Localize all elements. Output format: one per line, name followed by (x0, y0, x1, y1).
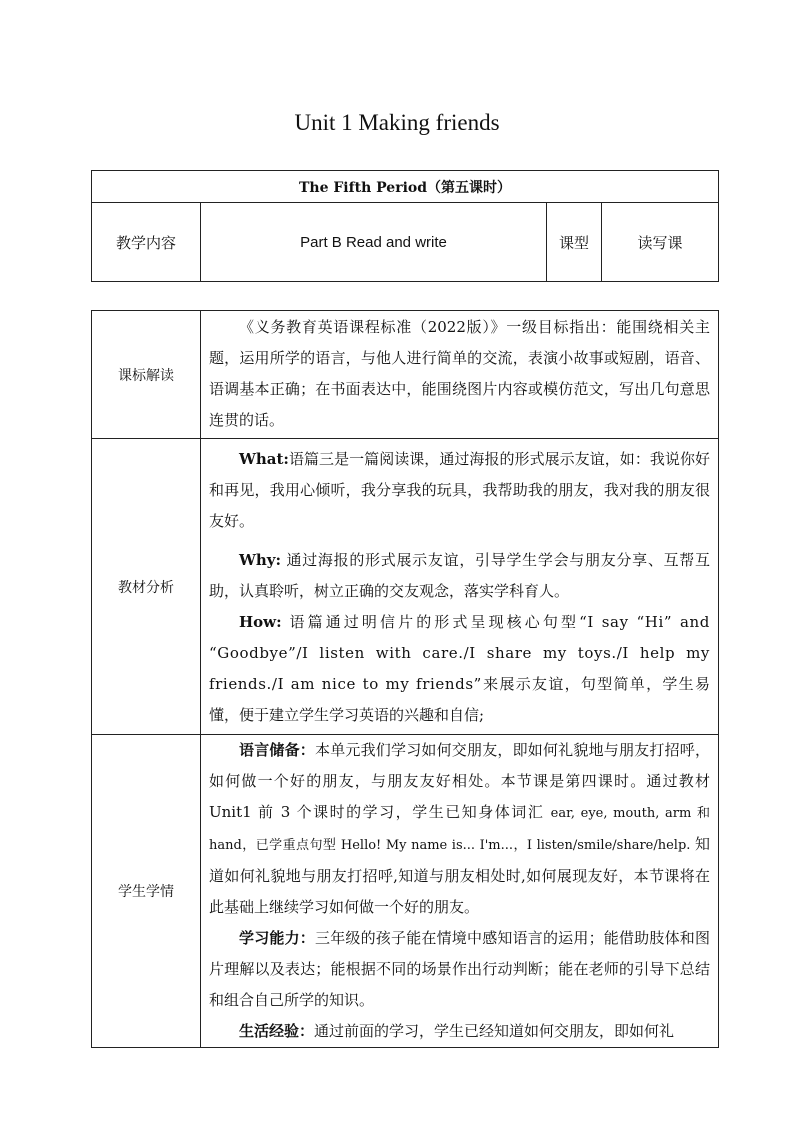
life-text: 通过前面的学习，学生已经知道如何交朋友，即如何礼 (314, 1022, 675, 1040)
analysis-label: 教材分析 (92, 439, 201, 735)
language-label: 语言储备： (239, 741, 315, 759)
how-label: How: (239, 613, 282, 631)
page-title: Unit 1 Making friends (294, 110, 500, 135)
language-paragraph (209, 735, 710, 923)
ability-paragraph (209, 923, 710, 1016)
standard-text: 《义务教育英语课程标准（2022版）》一级目标指出：能围绕相关主题，运用所学的语言，与他人进行简单的交流，表演小故事或短剧，语音、语调基本正确；在书面表达中，能围绕图片内容或模仿范文，写出几句意思连贯的话。 (209, 318, 710, 429)
ability-text: 三年级的孩子能在情境中感知语言的运用；能借助肢体和图片理解以及表达；能根据不同的场景作出行动判断；能在老师的引导下总结和组合自己所学的知识。 (209, 929, 710, 1009)
why-text: 通过海报的形式展示友谊，引导学生学会与朋友分享、互帮互助，认真聆听，树立正确的交友观念，落实学科育人。 (209, 551, 710, 600)
language-text-2: 和 hand，已学重点句型 Hello! My name is... I'm...，I listen/smile/share/help. (209, 806, 710, 853)
type-value: 读写课 (602, 203, 719, 282)
how-paragraph (209, 607, 710, 731)
what-text: 语篇三是一篇阅读课，通过海报的形式展示友谊，如：我说你好和再见，我用心倾听，我分享我的玩具，我帮助我的朋友，我对我的朋友很友好。 (209, 450, 710, 530)
standard-cell (201, 311, 719, 439)
how-text-2: 来展示友谊，句型简单，学生易懂，便于建立学生学习英语的兴趣和自信; (209, 675, 710, 724)
analysis-cell (201, 439, 719, 735)
why-paragraph (209, 545, 710, 607)
why-label: Why: (239, 551, 282, 569)
ability-label: 学习能力： (239, 929, 315, 947)
content-label: 教学内容 (92, 203, 201, 282)
language-text-1: 本单元我们学习如何交朋友，即如何礼貌地与朋友打招呼，如何做一个好的朋友，与朋友友好相处。本节课是第四课时。通过教材 Unit1 前 3 个课时的学习，学生已知身体词汇 (209, 741, 710, 821)
content-value: Part B Read and write (201, 203, 547, 282)
lesson-info-table (91, 170, 719, 282)
what-label: What: (239, 450, 289, 468)
standard-row (92, 311, 719, 439)
life-paragraph (209, 1016, 710, 1047)
period-heading: The Fifth Period（第五课时） (92, 171, 719, 203)
life-label: 生活经验： (239, 1022, 315, 1040)
students-label: 学生学情 (92, 735, 201, 1048)
type-label: 课型 (547, 203, 602, 282)
how-text-1: 语篇通过明信片的形式呈现核心句型“I say “Hi” and “Goodbye”/I listen with care./I share my toys./I help my friends./I am nice to my friends” (209, 613, 710, 693)
standard-label: 课标解读 (92, 311, 201, 439)
language-words: ear, eye, mouth, arm (550, 806, 692, 821)
analysis-row (92, 439, 719, 735)
students-row (92, 735, 719, 1048)
language-text-3: 知道如何礼貌地与朋友打招呼,知道与朋友相处时,如何展现友好，本节课将在此基础上继续学习如何做一个好的朋友。 (209, 835, 710, 916)
students-cell (201, 735, 719, 1048)
what-paragraph (209, 444, 710, 537)
analysis-table (91, 310, 719, 1048)
